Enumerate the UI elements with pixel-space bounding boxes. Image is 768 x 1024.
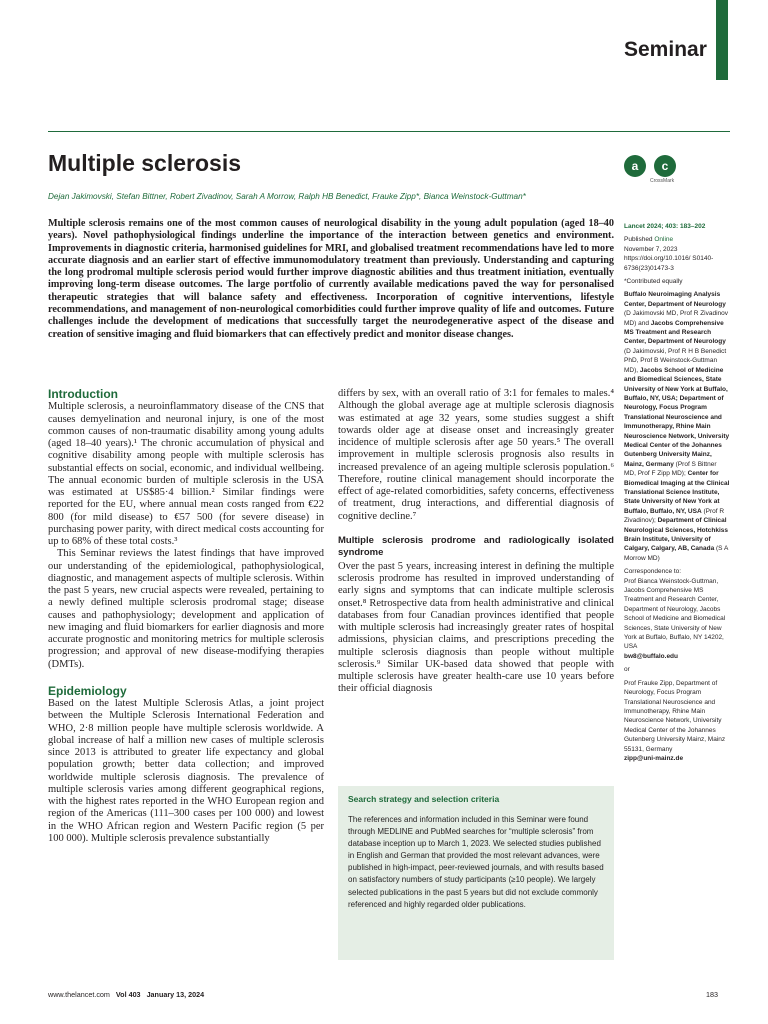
affiliations bbox=[624, 290, 730, 563]
affiliation-4-names: (Prof R Zivadinov); bbox=[624, 507, 725, 525]
epidemiology-paragraph-2: differs by sex, with an overall ratio of 3:1 for females to males.⁴ Although the global average age at multiple sclerosis diagnosis was estimated at age 32 years, some studies suggest a shift towards older age at disease onset and increasingly greater incidence of multiple sclerosis after age 50 years.⁵ The overall improvement in multiple sclerosis prognosis also results in increased prevalence of an ageing multiple sclerosis population.⁶ Therefore, routine clinical management should incorporate the effect of age-related comorbidities, safety concerns, effectiveness of treatment, drug interactions, and differential diagnosis of cognitive decline.⁷ bbox=[338, 388, 614, 522]
search-strategy-panel bbox=[338, 786, 614, 960]
correspondence-or: or bbox=[624, 666, 630, 674]
citation-line: Lancet 2024; 403: 183–202 bbox=[624, 223, 706, 230]
crossmark-icon[interactable]: c bbox=[654, 155, 676, 177]
footer-site-link[interactable]: www.thelancet.com bbox=[48, 990, 110, 999]
intro-paragraph-2: This Seminar reviews the latest findings that have improved our understanding of the epidemiological, pathophysiological, diagnostic, and management aspects of multiple sclerosis. Within the past 5 years, new crucial aspects were revealed, pertaining to a newly defined multiple sclerosis prodromal stage; disease causes and pathophysiology; development and application of new imaging and fluid biomarkers for earlier diagnosis and more accurate prognostic and monitoring metrics for multiple sclerosis progression; and approval of new disease-modifying therapies (DMTs). bbox=[48, 548, 324, 670]
affiliation-5-names: (S A Morrow MD) bbox=[624, 545, 728, 562]
article-info-sidebar bbox=[624, 222, 730, 767]
affiliation-1-names: (D Jakimovski MD, Prof R Zivadinov MD) bbox=[624, 310, 729, 327]
doi-link[interactable]: https://doi.org/10.1016/ S0140-6736(23)01473-3 bbox=[624, 255, 714, 272]
email-link-1[interactable]: bw8@buffalo.edu bbox=[624, 652, 679, 660]
contributed-note: *Contributed equally bbox=[624, 278, 683, 286]
affiliation-1: Buffalo Neuroimaging Analysis Center, Department of Neurology bbox=[624, 291, 726, 308]
prodrome-paragraph-1: Over the past 5 years, increasing interest in defining the multiple sclerosis prodrome has resulted in improved understanding of early signs and symptoms that can indicate multiple sclerosis onset.⁸ Retrospective data from health administrative and clinical databases from four Canadian provinces identified that people with multiple sclerosis had increasingly greater rates of hospital admissions, physician claims, and prescriptions preceding the multiple sclerosis diagnosis than people without multiple sclerosis.⁹ Similar UK-based data showed that people with multiple sclerosis have greater health-care use 10 years before their official diagnosis bbox=[338, 560, 614, 695]
epidemiology-paragraph-1: Based on the latest Multiple Sclerosis Atlas, a joint project between the Multiple Sclerosis International Federation and WHO, 2·8 million people have multiple sclerosis worldwide. A global increase of half a million new cases of multiple sclerosis since 2013 is attributed to greater life expectancy and global population growth; better data collection; and improved worldwide multiple sclerosis diagnosis. The prevalence of multiple sclerosis varies among different geographical regions, with the highest rates reported in the WHO European region and region of the Americas (111–300 cases per 100 000) and lowest in the WHO African region and Western Pacific region (5 per 100 000). Multiple sclerosis prevalence substantially bbox=[48, 698, 324, 844]
correspondence-address-1: Prof Bianca Weinstock-Guttman, Jacobs Comprehensive MS Treatment and Research Center, Department of Neurology, Jacobs School of Medicine and Biomedical Sciences, State University of New York at Buffalo, Buffalo, NY 14202, USA bbox=[624, 577, 726, 651]
introduction-heading: Introduction bbox=[48, 387, 118, 401]
published-online-link[interactable]: Online bbox=[654, 236, 674, 244]
affiliation-4: Center for Biomedical Imaging at the Clinical Translational Science Institute, State University of New York at Buffalo, Buffalo, NY, USA bbox=[624, 470, 730, 515]
article-title: Multiple sclerosis bbox=[48, 150, 242, 176]
article-badges bbox=[624, 155, 684, 185]
journal-color-bar bbox=[716, 0, 728, 80]
header-rule bbox=[48, 131, 730, 132]
correspondence-block-2 bbox=[624, 679, 730, 764]
open-access-icon[interactable]: a bbox=[624, 155, 646, 177]
affiliation-and: and bbox=[638, 319, 651, 327]
prodrome-heading: Multiple sclerosis prodrome and radiologically isolated syndrome bbox=[338, 534, 614, 558]
section-label: Seminar bbox=[624, 38, 707, 61]
email-link-2[interactable]: zipp@uni-mainz.de bbox=[624, 754, 684, 762]
author-list: Dejan Jakimovski, Stefan Bittner, Robert Zivadinov, Sarah A Morrow, Ralph HB Benedict, Frauke Zipp*, Bianca Weinstock-Guttman* bbox=[48, 192, 526, 201]
footer-left bbox=[48, 990, 204, 999]
footer-date: January 13, 2024 bbox=[146, 990, 205, 999]
search-strategy-title: Search strategy and selection criteria bbox=[348, 794, 500, 804]
crossmark-caption: CrossMark bbox=[650, 178, 675, 184]
affiliation-2-names: (D Jakimovski, Prof R H B Benedict PhD, Prof B Weinstock-Guttman MD), bbox=[624, 347, 727, 374]
published-date: November 7, 2023 bbox=[624, 245, 678, 253]
footer-volume: Vol 403 bbox=[115, 990, 141, 999]
affiliation-3-names: (Prof S Bittner MD, Prof F Zipp MD); bbox=[624, 460, 717, 478]
search-strategy-text: The references and information included in this Seminar were found through MEDLINE and PubMed searches for “multiple sclerosis” from database inception up to March 1, 2023. We selected studies published in English and German that provided the most relevant advances, were published in high-impact, peer-reviewed journals, and with results based on satisfactory numbers of study participants (≥10 people). We largely selected publications in the past 5 years but did not exclude commonly referenced and highly regarded older publications. bbox=[348, 815, 604, 909]
affiliation-2: Jacobs Comprehensive MS Treatment and Research Center, Department of Neurology bbox=[624, 319, 726, 346]
affiliation-3: Jacobs School of Medicine and Biomedical Sciences, State University of New York at Buffalo, Buffalo, NY, USA; Department of Neurology, Focus Program Translational Neuroscience and Immunotherapy, Rhine Main Neuroscience Network, University Medical Center of the Johannes Gutenberg University Mainz, Mainz, Germany bbox=[624, 366, 730, 468]
epidemiology-heading: Epidemiology bbox=[48, 683, 127, 698]
correspondence-label: Correspondence to: bbox=[624, 568, 682, 576]
intro-paragraph-1: Multiple sclerosis, a neuroinflammatory disease of the CNS that causes demyelination and neuronal injury, is one of the most common causes of non-traumatic disability among young adults (aged 18–40 years).¹ The chronic accumulation of physical and cognitive disability among people with multiple sclerosis has substantial effects on social, economic, and individual wellbeing. The annual economic burden of multiple sclerosis in the USA was estimated at US$85·4 billion.² Similar findings were reported for the EU, where annual mean costs ranged from €22 800 (for mild disease) to €57 500 (for severe disease) in purchasing power parity, with direct medical costs accounting for up to 68% of these total costs.³ bbox=[48, 401, 324, 547]
published-prefix: Published bbox=[624, 236, 655, 244]
body-column-1 bbox=[48, 388, 324, 845]
correspondence-address-2: Prof Frauke Zipp, Department of Neurology, Focus Program Translational Neuroscience and Immunotherapy, Rhine Main Neuroscience Network, University Medical Center of the Johannes Gutenberg University Mainz, Mainz 55131, Germany bbox=[624, 679, 726, 753]
publication-info bbox=[624, 235, 730, 273]
page-number: 183 bbox=[706, 990, 718, 999]
body-column-2 bbox=[338, 388, 614, 696]
correspondence-block-1 bbox=[624, 567, 730, 661]
affiliation-5: Department of Clinical Neurological Sciences, Hotchkiss Brain Institute, University of Calgary, Calgary, AB, Canada bbox=[624, 517, 729, 553]
abstract: Multiple sclerosis remains one of the most common causes of neurological disability in the young adult population (aged 18–40 years). Novel pathophysiological findings underline the importance of the interaction between genetics and environment. Improvements in diagnostic criteria, harmonised guidelines for MRI, and globalised treatment recommendations have led to more accurate diagnosis and an earlier start of effective immunomodulatory treatment than previously. Understanding and capturing the long prodromal multiple sclerosis period would further improve diagnostic abilities and thus treatment initiation, eventually improving long-term disease outcomes. The large portfolio of currently available medications paved the way for personalised therapeutic strategies that will balance safety and effectiveness. Incorporation of cognitive interventions, lifestyle recommendations, and management of non-neurological comorbidities could further improve quality of life and outcomes. Future challenges include the development of medications that successfully target the neurodegenerative aspect of the disease and creation of sensitive imaging and fluid biomarkers that can effectively predict and monitor disease changes. bbox=[48, 218, 614, 340]
